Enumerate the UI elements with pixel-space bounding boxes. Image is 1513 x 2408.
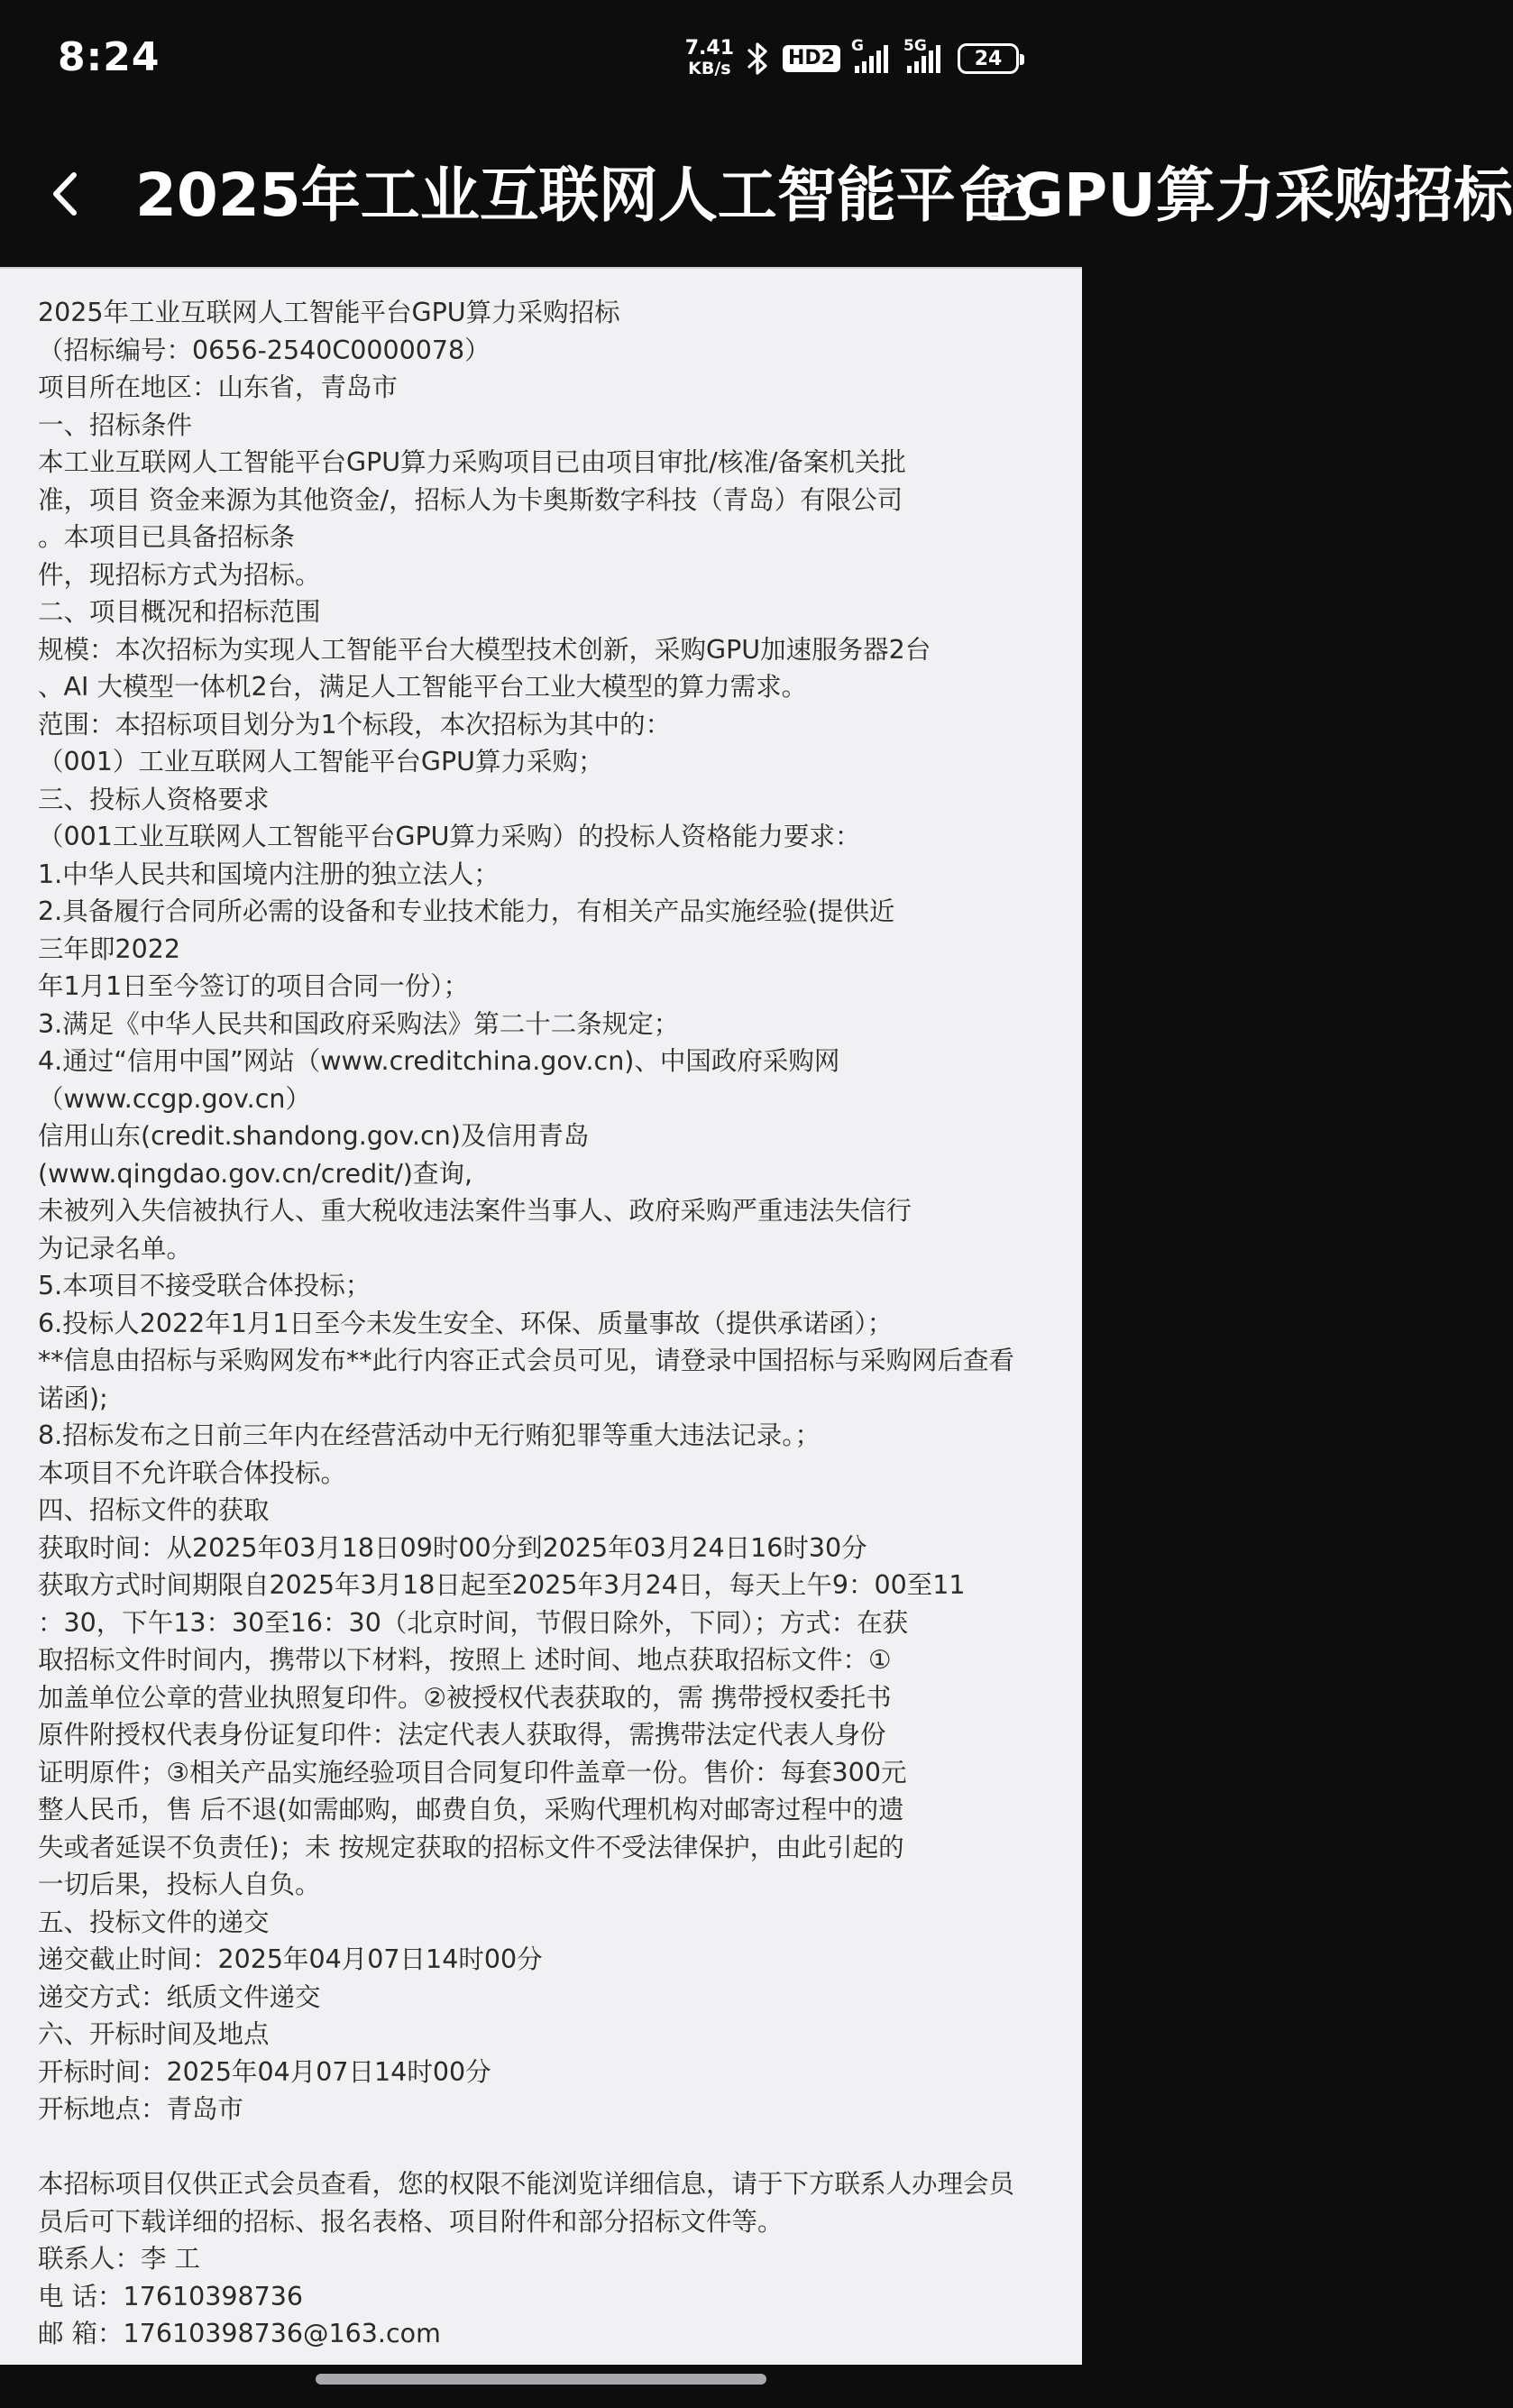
share-icon[interactable]	[979, 168, 1037, 225]
status-bar	[0, 0, 1082, 124]
signal-2	[903, 37, 945, 75]
article-line: 失或者延误不负责任)；未 按规定获取的招标文件不受法律保护，由此引起的	[38, 1832, 904, 1862]
article-line: 一、招标条件	[38, 409, 193, 440]
article-line: 范围：本招标项目划分为1个标段，本次招标为其中的：	[38, 709, 672, 740]
nav-bar	[0, 124, 1513, 267]
article-line: 开标时间：2025年04月07日14时00分	[38, 2056, 491, 2087]
article-body	[0, 269, 1073, 2353]
battery-icon	[958, 43, 1019, 74]
article-line: 件，现招标方式为招标。	[38, 559, 321, 590]
back-arrow-icon[interactable]	[40, 162, 94, 225]
article-line: 本招标项目仅供正式会员查看，您的权限不能浏览详细信息，请于下方联系人办理会员	[38, 2169, 1015, 2199]
article-line: 六、开标时间及地点	[38, 2019, 270, 2049]
article-line: 1.中华人民共和国境内注册的独立法人；	[38, 859, 500, 889]
article-line: 年1月1日至今签订的项目合同一份）；	[38, 971, 470, 1001]
article-line	[38, 2128, 1073, 2166]
article-line: 三、投标人资格要求	[38, 784, 270, 814]
article-line: 8.招标发布之日前三年内在经营活动中无行贿犯罪等重大违法记录。；	[38, 1420, 821, 1450]
signal-1	[851, 37, 893, 75]
article-line: 递交方式：纸质文件递交	[38, 1981, 321, 2012]
network-speed	[685, 39, 734, 78]
article-line: 本项目不允许联合体投标。	[38, 1457, 347, 1488]
article-line: 取招标文件时间内，携带以下材料，按照上 述时间、地点获取招标文件：①	[38, 1645, 892, 1675]
article-line: ：30，下午13：30至16：30（北京时间，节假日除外，下同）；方式：在获	[38, 1607, 909, 1638]
article-line: 获取时间：从2025年03月18日09时00分到2025年03月24日16时30分	[38, 1532, 867, 1563]
article-line: 未被列入失信被执行人、重大税收违法案件当事人、政府采购严重违法失信行	[38, 1196, 912, 1226]
article-line: （001）工业互联网人工智能平台GPU算力采购；	[38, 747, 604, 777]
article-line: 2.具备履行合同所必需的设备和专业技术能力，有相关产品实施经验(提供近	[38, 896, 895, 926]
status-icons	[685, 36, 1019, 81]
article-line: 6.投标人2022年1月1日至今未发生安全、环保、质量事故（提供承诺函）；	[38, 1308, 894, 1338]
article-line: 邮 箱：17610398736@163.com	[38, 2319, 441, 2348]
article-line: 为记录名单。	[38, 1233, 193, 1264]
bluetooth-icon	[747, 41, 770, 77]
article-line: 递交截止时间：2025年04月07日14时00分	[38, 1944, 543, 1974]
article-line: 四、招标文件的获取	[38, 1495, 270, 1525]
article-line: 诺函);	[38, 1383, 108, 1413]
article-content[interactable]	[0, 267, 1082, 2365]
home-indicator[interactable]	[316, 2374, 766, 2385]
signal-1-label: G	[851, 37, 864, 55]
network-speed-unit: KB/s	[688, 59, 731, 78]
article-line: 联系人：李 工	[38, 2244, 201, 2274]
article-line: 信用山东(credit.shandong.gov.cn)及信用青岛	[38, 1121, 590, 1151]
article-line: 三年即2022	[38, 933, 181, 964]
article-line: 本工业互联网人工智能平台GPU算力采购项目已由项目审批/核准/备案机关批	[38, 447, 906, 477]
article-line: 5.本项目不接受联合体投标；	[38, 1271, 371, 1301]
article-line: 、AI 大模型一体机2台，满足人工智能平台工业大模型的算力需求。	[38, 672, 808, 702]
signal-2-label: 5G	[903, 37, 927, 55]
article-line: (www.qingdao.gov.cn/credit/)查询,	[38, 1158, 473, 1189]
article-line: 规模：本次招标为实现人工智能平台大模型技术创新，采购GPU加速服务器2台	[38, 634, 931, 665]
article-line: 电 话：17610398736	[38, 2281, 304, 2311]
article-line: 加盖单位公章的营业执照复印件。②被授权代表获取的，需 携带授权委托书	[38, 1682, 892, 1713]
article-line: 2025年工业互联网人工智能平台GPU算力采购招标	[38, 298, 620, 327]
article-line: 开标地点：青岛市	[38, 2094, 244, 2124]
article-line: 。本项目已具备招标条	[38, 522, 296, 552]
hd-voice-badge: HD2	[783, 45, 840, 72]
article-line: 二、项目概况和招标范围	[38, 597, 321, 627]
home-indicator-area	[0, 2365, 1082, 2408]
page-title: 2025年工业互联网人工智能平台GPU算力采购招标	[135, 161, 1513, 230]
article-line: 3.满足《中华人民共和国政府采购法》第二十二条规定；	[38, 1008, 680, 1039]
article-line: 获取方式时间期限自2025年3月18日起至2025年3月24日，每天上午9：00至11	[38, 1570, 966, 1600]
article-line: 项目所在地区：山东省，青岛市	[38, 372, 399, 402]
network-speed-value: 7.41	[684, 37, 735, 60]
article-line: 证明原件；③相关产品实施经验项目合同复印件盖章一份。售价：每套300元	[38, 1757, 907, 1788]
article-line: （www.ccgp.gov.cn）	[38, 1083, 311, 1114]
battery-level: 24	[974, 47, 1003, 70]
article-line: （招标编号：0656-2540C0000078）	[38, 335, 491, 365]
article-line: 准，项目 资金来源为其他资金/，招标人为卡奥斯数字科技（青岛）有限公司	[38, 484, 903, 515]
article-line: 一切后果，投标人自负。	[38, 1870, 321, 1899]
status-time: 8:24	[58, 34, 160, 80]
article-line: 原件附授权代表身份证复印件：法定代表人获取得，需携带法定代表人身份	[38, 1720, 886, 1750]
article-line: **信息由招标与采购网发布**此行内容正式会员可见，请登录中国招标与采购网后查看	[38, 1346, 1015, 1375]
article-line: 员后可下载详细的招标、报名表格、项目附件和部分招标文件等。	[38, 2206, 784, 2237]
article-line: （001工业互联网人工智能平台GPU算力采购）的投标人资格能力要求：	[38, 822, 861, 851]
article-line: 4.通过“信用中国”网站（www.creditchina.gov.cn)、中国政府采购网	[38, 1046, 840, 1076]
article-line: 五、投标文件的递交	[38, 1907, 270, 1937]
article-line: 整人民币，售 后不退(如需邮购，邮费自负，采购代理机构对邮寄过程中的遗	[38, 1795, 904, 1824]
